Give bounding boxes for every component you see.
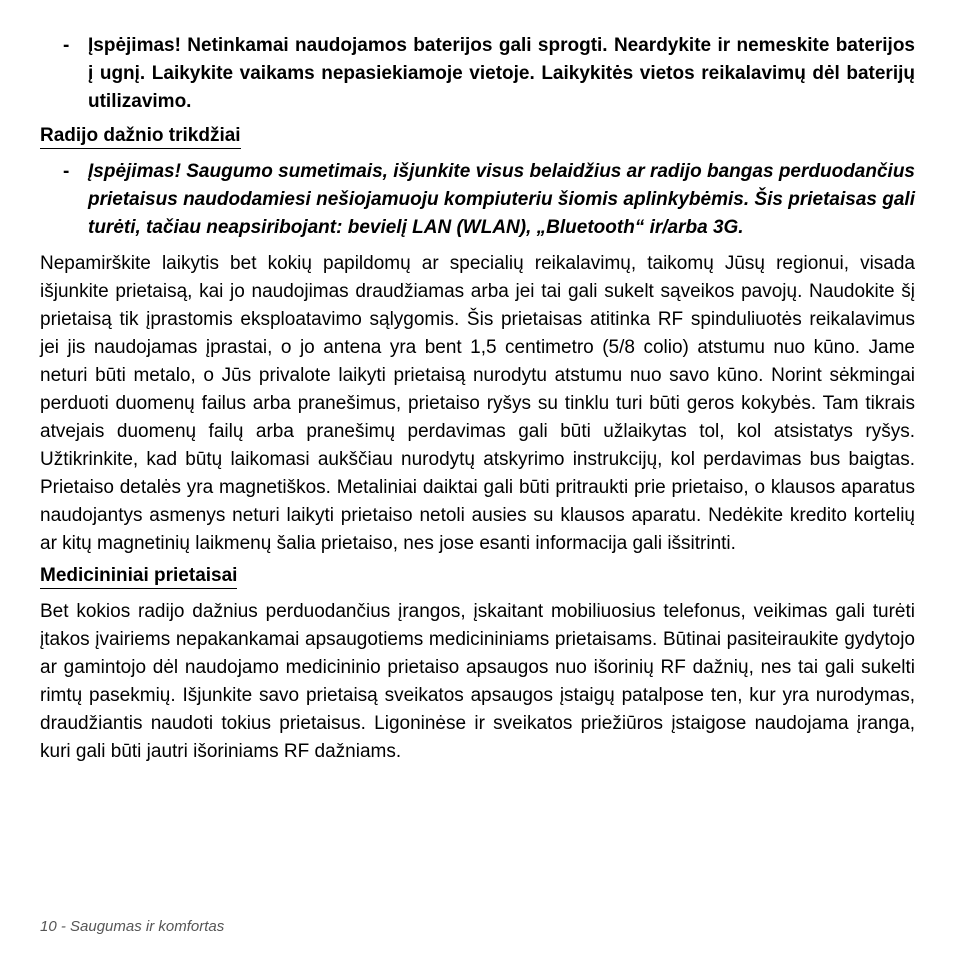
radio-warning-item: [40, 158, 915, 242]
page-footer: 10 - Saugumas ir komfortas: [40, 918, 225, 935]
battery-warning-text: Įspėjimas! Netinkamai naudojamos baterijos gali sprogti. Neardykite ir nemeskite baterijos į ugnį. Laikykite vaikams nepasiekiamoje vietoje. Laikykitės vietos reikalavimų dėl baterijų utilizavimo.: [88, 35, 915, 112]
medical-paragraph: Bet kokios radijo dažnius perduodančius įrangos, įskaitant mobiliuosius telefonus, veikimas gali turėti įtakos įvairiems nepakankamai apsaugotiems medicininiams prietaisams. Būtinai pasiteiraukite gydytojo ar gamintojo dėl naudojamo medicininio prietaiso apsaugos nuo išorinių RF dažnių, nes tai gali sukelti rimtų pasekmių. Išjunkite savo prietaisą sveikatos apsaugos įstaigų patalpose ten, kur yra nurodymas, draudžiantis naudoti tokius prietaisus. Ligoninėse ir sveikatos priežiūros įstaigose naudojama įranga, kuri gali būti jautri išoriniams RF dažniams.: [40, 601, 915, 762]
bullet-dash: -: [63, 161, 70, 182]
radio-paragraph: Nepamirškite laikytis bet kokių papildomų ar specialių reikalavimų, taikomų Jūsų regionui, visada išjunkite prietaisą, kai jo naudojimas draudžiamas arba jei tai gali sukelt sąveikos pavojų. Naudokite šį prietaisą tik įprastomis eksploatavimo sąlygomis. Šis prietaisas atitinka RF spinduliuotės reikalavimus jei jis naudojamas įprastai, o jo antena yra bent 1,5 centimetro (5/8 colio) atstumu nuo kūno. Jame neturi būti metalo, o Jūs privalote laikyti prietaisą nurodytu atstumu nuo savo kūno. Norint sėkmingai perduoti duomenų failus arba pranešimus, prietaiso ryšys su tinklu turi būti geros kokybės. Tam tikrais atvejais duomenų failų arba pranešimų perdavimas gali būti užlaikytas tol, kol atsistatys ryšys. Užtikrinkite, kad būtų laikomasi aukščiau nurodytų atskyrimo instrukcijų, kol perdavimas bus baigtas. Prietaiso detalės yra magnetiškos. Metaliniai daiktai gali būti pritraukti prie prietaiso, o klausos aparatus naudojantys asmenys neturi laikyti prietaiso netoli ausies su klausos aparatu. Nedėkite kredito kortelių ar kitų magnetinių laikmenų šalia prietaiso, nes jose esanti informacija gali išsitrinti.: [40, 253, 915, 554]
document-page: [40, 32, 915, 772]
medical-section-heading-wrap: [40, 564, 915, 594]
battery-warning-item: [40, 32, 915, 116]
radio-section-heading-wrap: [40, 124, 915, 154]
bullet-dash: -: [63, 35, 70, 56]
radio-warning-text: Įspėjimas! Saugumo sumetimais, išjunkite visus belaidžius ar radijo bangas perduodančius prietaisus naudodamiesi nešiojamuoju kompiuteriu šiomis aplinkybėmis. Šis prietaisas gali turėti, tačiau neapsiribojant: bevielį LAN (WLAN), „Bluetooth“ ir/arba 3G.: [88, 161, 915, 238]
radio-section-heading: Radijo dažnio trikdžiai: [40, 124, 241, 149]
medical-section-heading: Medicininiai prietaisai: [40, 564, 237, 589]
